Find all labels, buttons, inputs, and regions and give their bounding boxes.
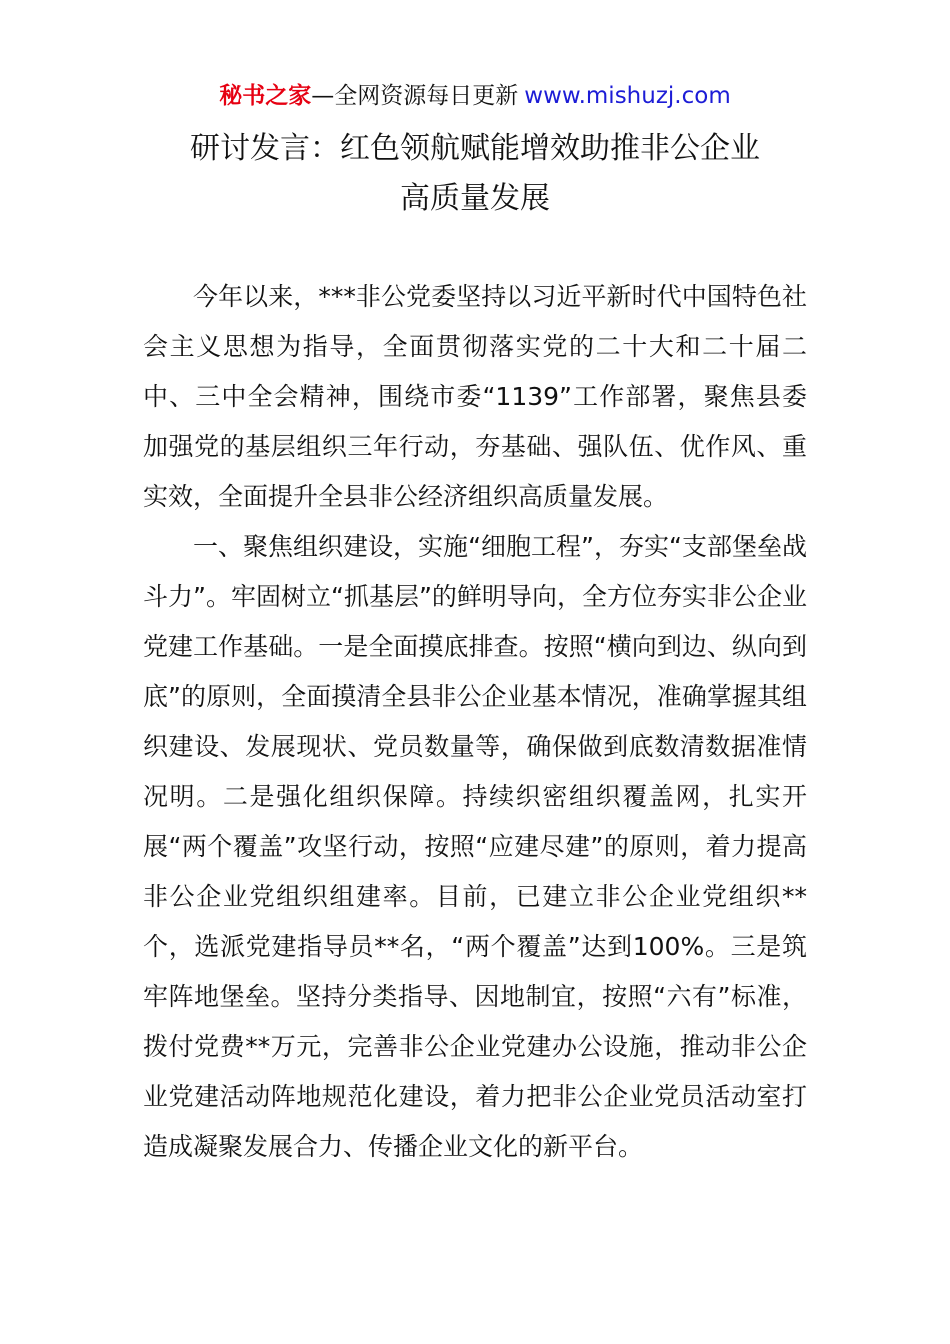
site-url-link[interactable]: www.mishuzj.com [524, 83, 731, 109]
paragraph-section-1: 一、聚焦组织建设，实施“细胞工程”，夯实“支部堡垒战斗力”。牢固树立“抓基层”的鲜明导向，全方位夯实非公企业党建工作基础。一是全面摸底排查。按照“横向到边、纵向到底”的原则，全面摸清全县非公企业基本情况，准确掌握其组织建设、发展现状、党员数量等，确保做到底数清数据准情况明。二是强化组织保障。持续织密组织覆盖网，扎实开展“两个覆盖”攻坚行动，按照“应建尽建”的原则，着力提高非公企业党组织组建率。目前，已建立非公企业党组织**个，选派党建指导员**名，“两个覆盖”达到100%。三是筑牢阵地堡垒。坚持分类指导、因地制宜，按照“六有”标准，拨付党费**万元，完善非公企业党建办公设施，推动非公企业党建活动阵地规范化建设，着力把非公企业党员活动室打造成凝聚发展合力、传播企业文化的新平台。 [143, 532, 807, 1161]
paragraph-intro: 今年以来，***非公党委坚持以习近平新时代中国特色社会主义思想为指导，全面贯彻落实党的二十大和二十届二中、三中全会精神，围绕市委“1139”工作部署，聚焦县委加强党的基层组织三年行动，夯基础、强队伍、优作风、重实效，全面提升全县非公经济组织高质量发展。 [143, 282, 807, 511]
site-brand: 秘书之家 [219, 83, 312, 109]
title-line-2: 高质量发展 [400, 181, 550, 216]
site-header [0, 80, 950, 112]
site-tagline: —全网资源每日更新 [311, 83, 519, 109]
document-title [0, 124, 950, 224]
title-line-1: 研讨发言：红色领航赋能增效助推非公企业 [190, 131, 760, 166]
document-body [143, 272, 807, 1172]
